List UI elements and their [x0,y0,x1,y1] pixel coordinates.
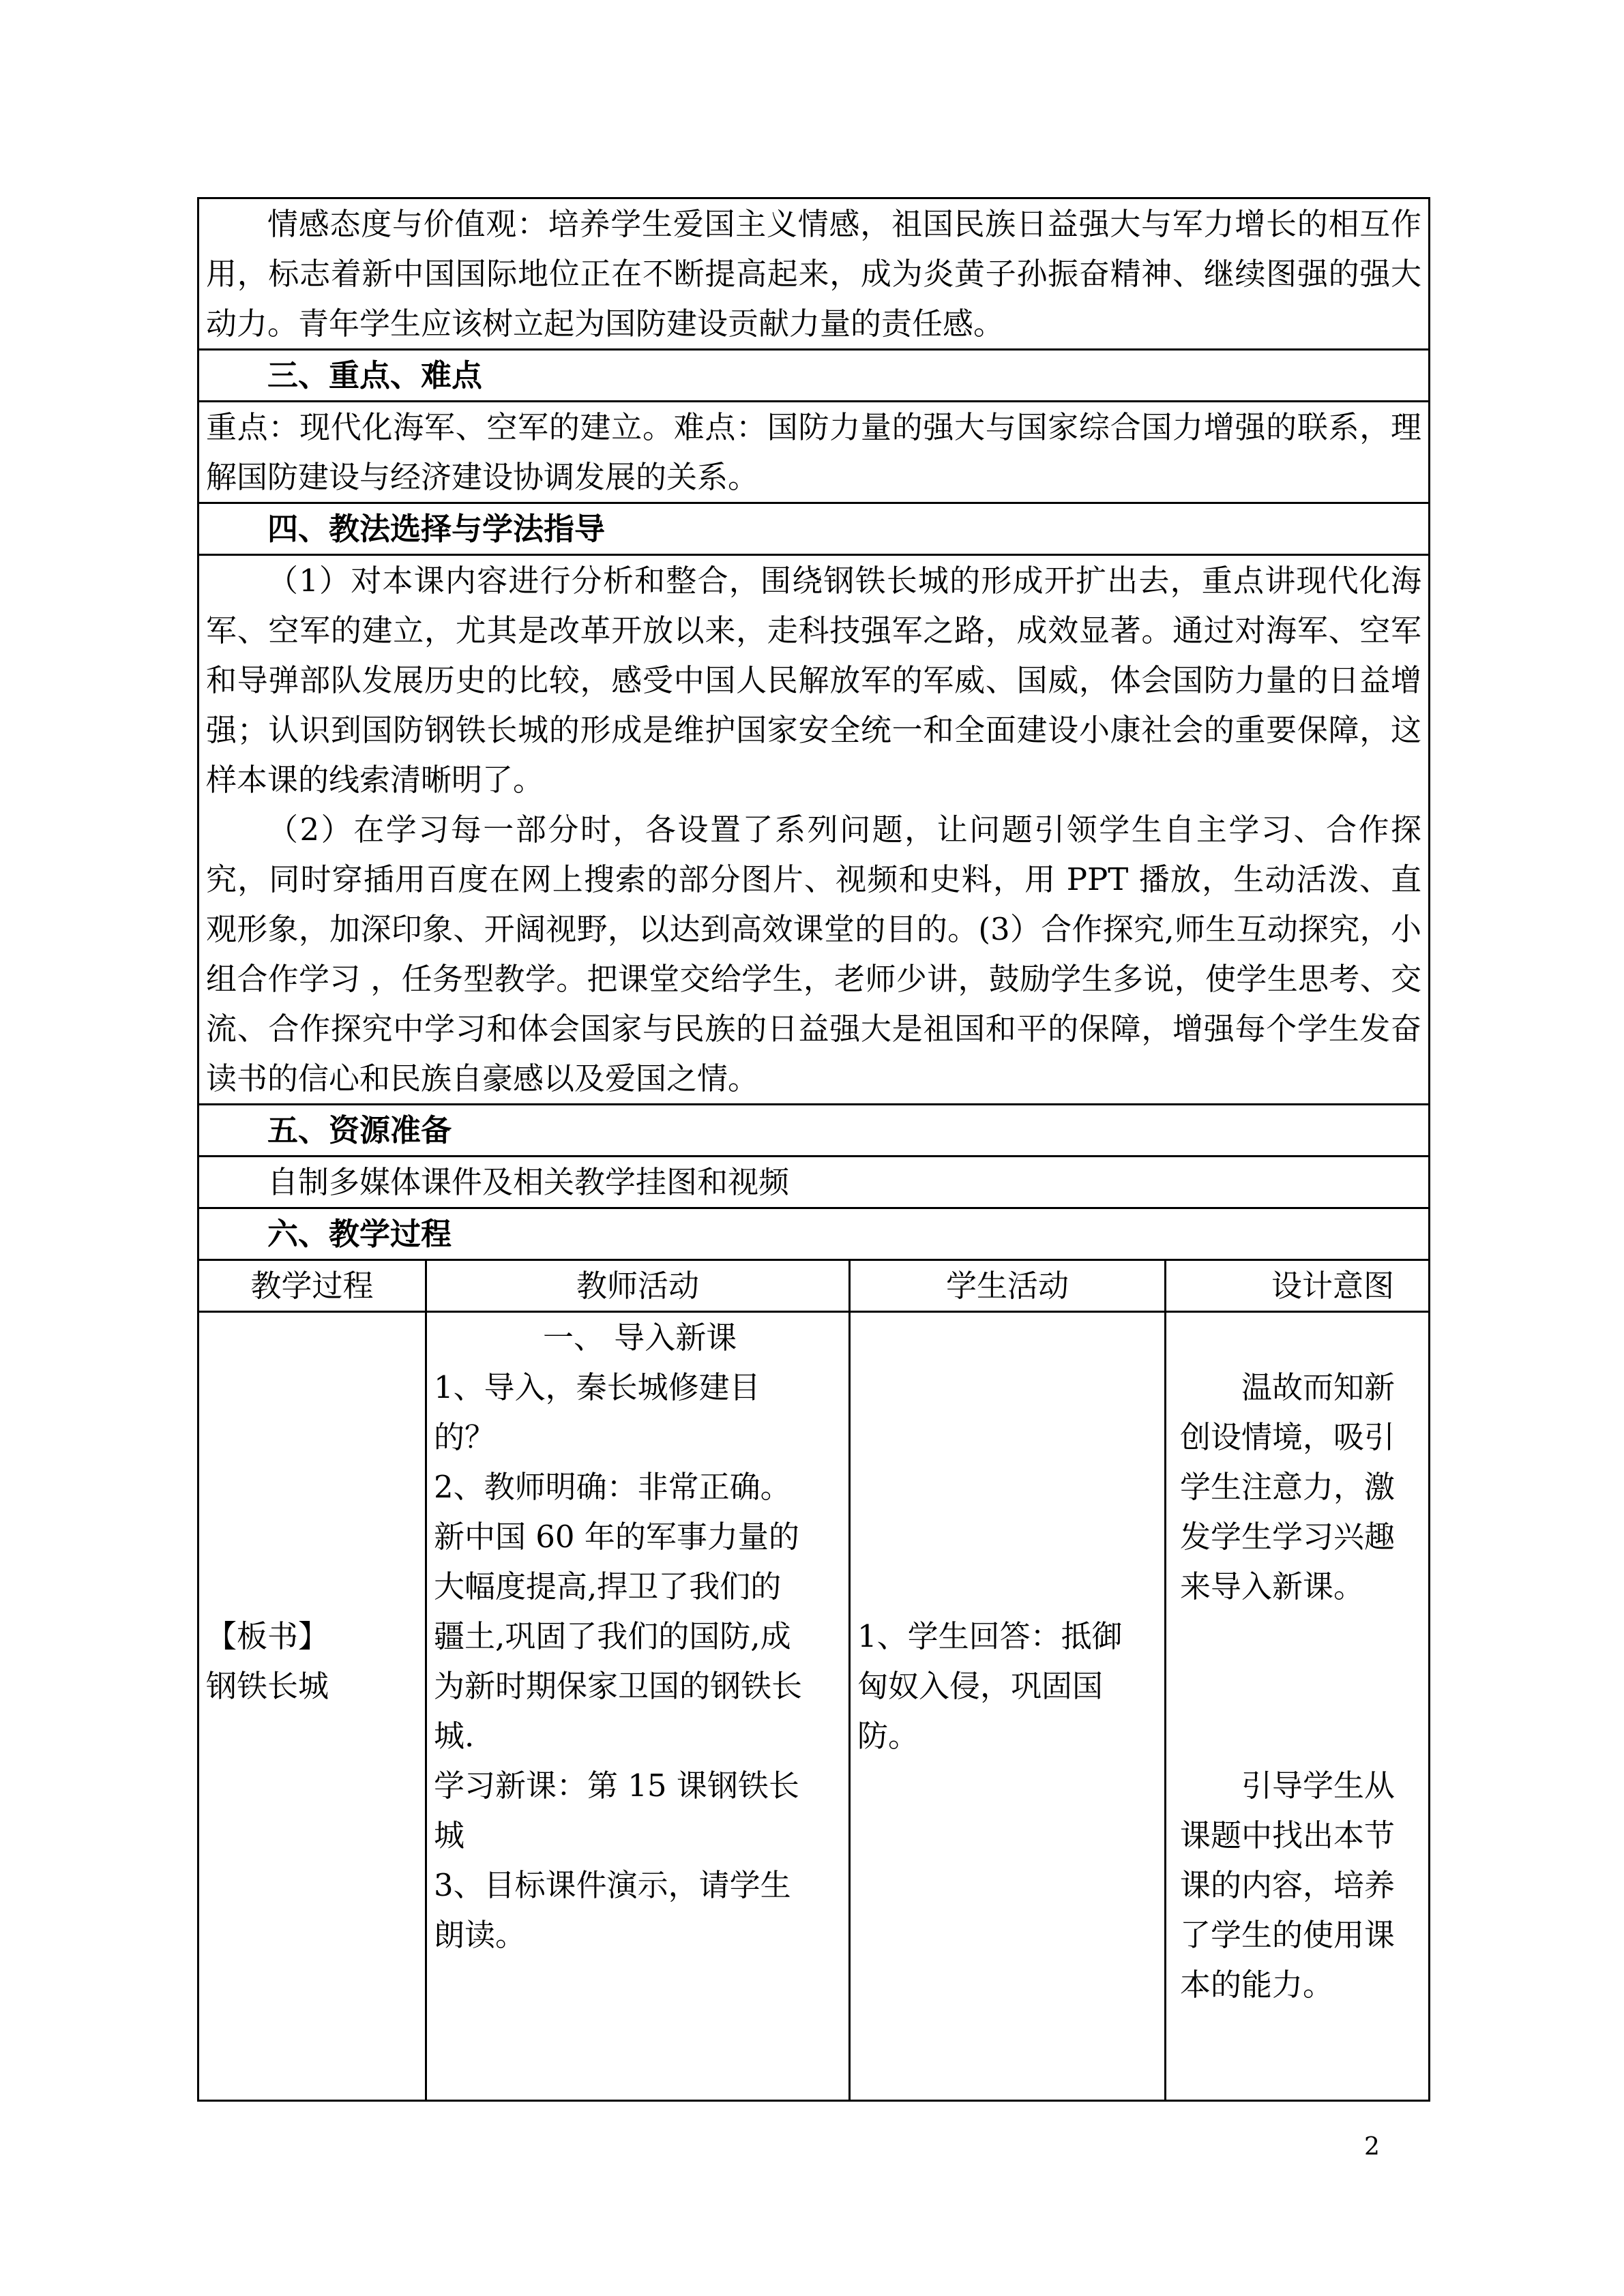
board-label: 【板书】 [206,1618,329,1654]
section5-content: 自制多媒体课件及相关教学挂图和视频 [198,1157,1430,1208]
section5-title: 五、资源准备 [198,1105,1430,1157]
student-line: 匈奴入侵，巩固国 [857,1668,1104,1704]
design-intent-cell [1166,1312,1430,2101]
emotion-objective-text: 情感态度与价值观：培养学生爱国主义情感，祖国民族日益强大与军力增长的相互作用，标志着新中国国际地位正在不断提高起来，成为炎黄子孙振奋精神、继续图强的强大动力。青年学生应该树立起为国防建设贡献力量的责任感。 [206,206,1422,342]
teacher-line: 为新时期保家卫国的钢铁长 [434,1668,803,1704]
process-cell [198,1312,426,2101]
design-line: 创设情境，吸引 [1180,1419,1396,1455]
teacher-line: 疆土,巩固了我们的国防,成 [434,1618,791,1654]
process-table-header [198,1260,1430,1312]
design-line: 引导学生从 [1241,1768,1396,1804]
header-teacher: 教师活动 [426,1260,850,1312]
design-line: 学生注意力，激 [1180,1469,1396,1505]
process-row [198,1312,1430,2101]
section3-title: 三、重点、难点 [198,350,1430,402]
teacher-line: 城 [434,1817,465,1853]
board-title: 钢铁长城 [206,1668,329,1704]
page-number: 2 [1364,2133,1380,2161]
section4-title: 四、教法选择与学法指导 [198,503,1430,555]
lesson-plan-table [197,197,1430,2102]
section4-para2: （2）在学习每一部分时，各设置了系列问题，让问题引领学生自主学习、合作探究，同时穿插用百度在网上搜索的部分图片、视频和史料，用 PPT 播放，生动活泼、直观形象，加深印象、开阔视野，以达到高效课堂的目的。(3）合作探究,师生互动探究，小组合作学习 ，任务型教学。把课堂交给学生，老师少讲，鼓励学生多说，使学生思考、交流、合作探究中学习和体会国家与民族的日益强大是祖国和平的保障，增强每个学生发奋读书的信心和民族自豪感以及爱国之情。 [206,811,1422,1097]
student-line: 防。 [857,1718,919,1754]
teacher-line: 学习新课：第 15 课钢铁长 [434,1768,799,1804]
student-line: 1、学生回答：抵御 [857,1618,1123,1654]
header-design: 设计意图 [1166,1260,1430,1312]
teacher-line: 一、 导入新课 [543,1320,737,1356]
design-line: 温故而知新 [1241,1369,1396,1405]
teacher-line: 3、目标课件演示，请学生 [434,1867,791,1903]
header-process: 教学过程 [198,1260,426,1312]
section4-para1: （1）对本课内容进行分析和整合，围绕钢铁长城的形成开扩出去，重点讲现代化海军、空军的建立，尤其是改革开放以来，走科技强军之路，成效显著。通过对海军、空军和导弹部队发展历史的比较，感受中国人民解放军的军威、国威，体会国防力量的日益增强；认识到国防钢铁长城的形成是维护国家安全统一和全面建设小康社会的重要保障，这样本课的线索清晰明了。 [206,563,1422,798]
teacher-activity-cell [426,1312,850,2101]
teacher-line: 的？ [434,1419,496,1455]
design-line: 课的内容，培养 [1180,1867,1396,1903]
section3-content-cell [198,402,1430,503]
student-activity-cell [850,1312,1166,2101]
design-line: 了学生的使用课 [1180,1917,1396,1953]
design-line: 发学生学习兴趣 [1180,1519,1396,1555]
emotion-objective-cell [198,198,1430,350]
teacher-line: 朗读。 [434,1917,527,1953]
section3-content: 重点：现代化海军、空军的建立。难点：国防力量的强大与国家综合国力增强的联系，理解国防建设与经济建设协调发展的关系。 [206,409,1422,495]
design-line: 来导入新课。 [1180,1568,1365,1605]
teacher-line: 新中国 60 年的军事力量的 [434,1519,799,1555]
teacher-line: 城. [434,1718,475,1754]
teacher-line: 2、教师明确：非常正确。 [434,1469,791,1505]
design-line: 课题中找出本节 [1180,1817,1396,1853]
design-line: 本的能力。 [1180,1967,1334,2003]
header-student: 学生活动 [850,1260,1166,1312]
section6-title: 六、教学过程 [198,1208,1430,1260]
teacher-line: 大幅度提高,捍卫了我们的 [434,1568,782,1605]
section4-content-cell [198,555,1430,1105]
teacher-line: 1、导入，秦长城修建目 [434,1369,761,1405]
